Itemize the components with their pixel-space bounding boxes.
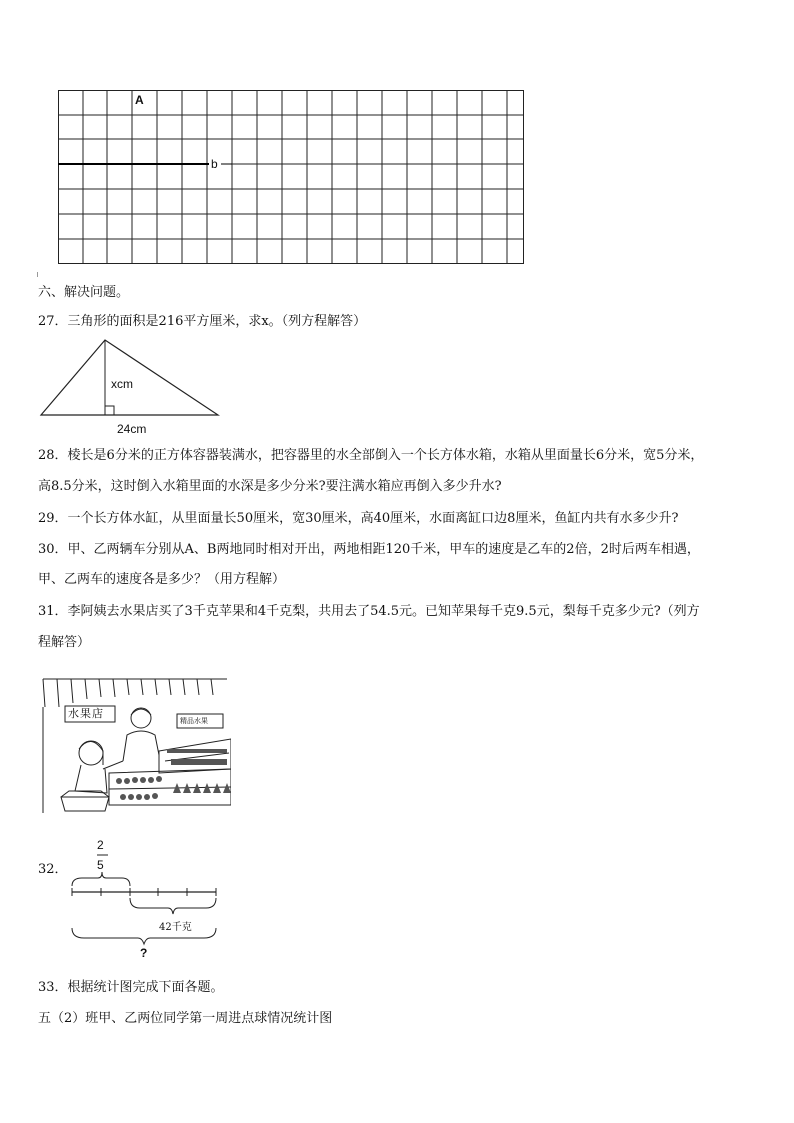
question-33: 33．根据统计图完成下面各题。 xyxy=(38,980,224,995)
question-28-line-2: 高8.5分米，这时倒入水箱里面的水深是多少分米?要注满水箱应再倒入多少升水? xyxy=(38,479,502,494)
shop-sign-left: 水果店 xyxy=(68,707,104,720)
section-heading: 六、解决问题。 xyxy=(38,285,130,300)
stray-mark xyxy=(37,272,38,277)
fruit-shop-illustration xyxy=(39,673,231,813)
shop-sign-right: 精品水果 xyxy=(180,717,208,725)
unknown-question-mark: ? xyxy=(140,946,148,960)
question-30-line-1: 30．甲、乙两辆车分别从A、B两地同时相对开出，两地相距120千米，甲车的速度是乙车的2倍，2时后两车相遇， xyxy=(38,542,700,557)
question-27: 27．三角形的面积是216平方厘米，求x。（列方程解答） xyxy=(38,314,367,329)
question-28-line-1: 28．棱长是6分米的正方体容器装满水，把容器里的水全部倒入一个长方体水箱，水箱从里面量长6分米，宽5分米， xyxy=(38,448,704,463)
triangle-height-label: xcm xyxy=(111,377,133,391)
question-31-line-2: 程解答） xyxy=(38,635,91,650)
weight-label: 42千克 xyxy=(159,922,192,933)
fraction-denominator: 5 xyxy=(97,858,104,872)
triangle-base-label: 24cm xyxy=(117,422,147,436)
fraction-diagram-svg xyxy=(64,836,224,962)
question-29: 29．一个长方体水缸，从里面量长50厘米，宽30厘米，高40厘米，水面离缸口边8厘米，鱼缸内共有水多少升? xyxy=(38,511,679,526)
fruit-shop-svg xyxy=(39,673,231,813)
question-31-line-1: 31．李阿姨去水果店买了3千克苹果和4千克梨，共用去了54.5元。已知苹果每千克9.5元，梨每千克多少元?（列方 xyxy=(38,604,700,619)
question-32-label: 32． xyxy=(38,862,68,877)
grid-label-b: b xyxy=(211,157,218,171)
fraction-numerator: 2 xyxy=(97,838,104,852)
question-30-line-2: 甲、乙两车的速度各是多少？（用方程解） xyxy=(38,572,286,587)
grid-svg xyxy=(58,90,524,264)
triangle-figure xyxy=(38,338,223,438)
grid-label-a: A xyxy=(135,93,144,107)
grid-figure xyxy=(58,90,524,264)
fraction-diagram xyxy=(64,836,224,962)
question-33-chart-title: 五（2）班甲、乙两位同学第一周进点球情况统计图 xyxy=(38,1011,333,1026)
